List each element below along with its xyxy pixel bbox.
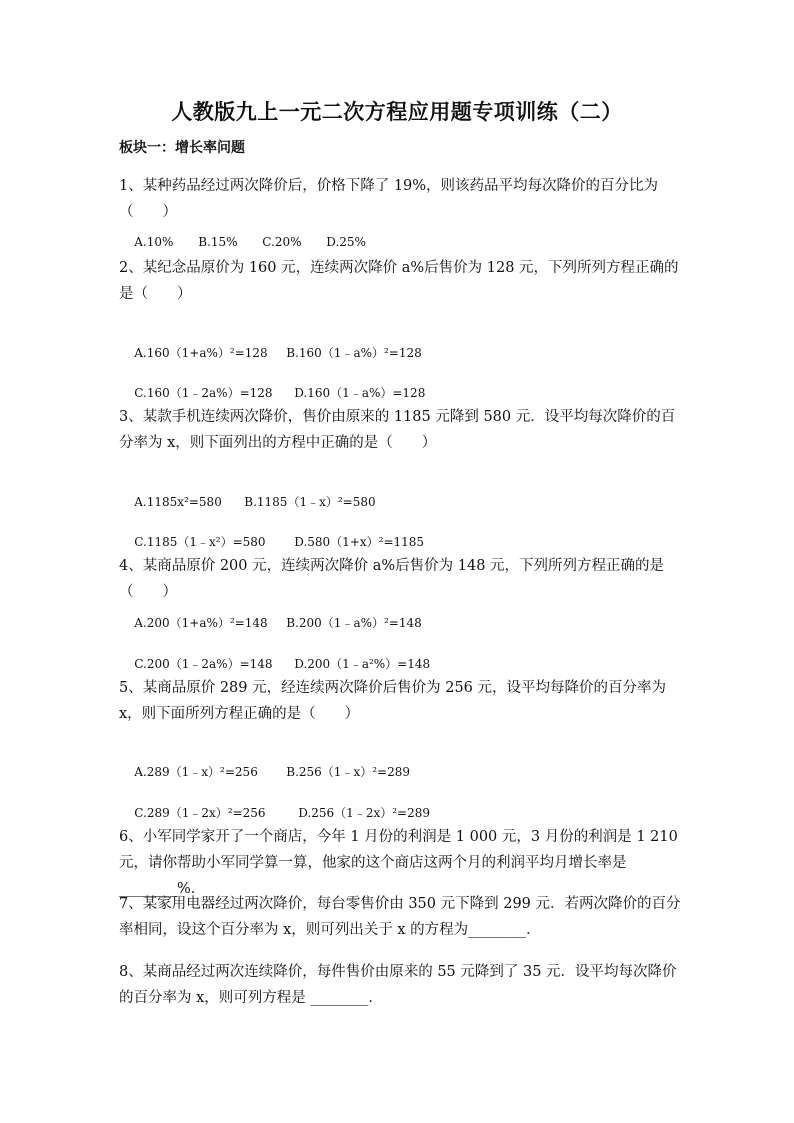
option-d: D.200（1﹣a²%）=148 [294,657,431,671]
option-c: C.1185（1﹣x²）=580 [134,535,266,549]
question-8: 8、某商品经过两次连续降价，每件售价由原来的 55 元降到了 35 元．设平均每次降价的百分率为 x，则可列方程是 ________． [119,964,677,1006]
option-b: B.15% [198,235,238,249]
option-a: A.289（1﹣x）²=256 [134,765,258,779]
option-c: C.20% [262,235,302,249]
option-b: B.256（1﹣x）²=289 [286,765,410,779]
option-c: C.160（1﹣2a%）=128 [134,386,273,400]
question-1: 1、某种药品经过两次降价后，价格下降了 19%，则该药品平均每次降价的百分比为（ ） [119,178,659,220]
option-b: B.1185（1﹣x）²=580 [244,495,376,509]
option-a: A.200（1+a%）²=148 [134,616,268,630]
option-a: A.10% [134,235,174,249]
question-4-options-row-1 [119,600,422,645]
question-5: 5、某商品原价 289 元，经连续两次降价后售价为 256 元，设平均每降价的百分率为 x，则下面所列方程正确的是（ ） [119,680,667,722]
option-d: D.580（1+x）²=1185 [294,535,425,549]
option-d: D.25% [326,235,366,249]
option-c: C.289（1﹣2x）²=256 [134,806,266,820]
question-7: 7、某家用电器经过两次降价，每台零售价由 350 元下降到 299 元．若两次降价的百分率相同，设这个百分率为 x，则可列出关于 x 的方程为________． [119,896,681,938]
question-5-options-row-1 [119,749,410,794]
section-heading: 板块一：增长率问题 [119,140,245,156]
option-b: B.160（1﹣a%）²=128 [286,346,422,360]
question-2: 2、某纪念品原价为 160 元，连续两次降价 a%后售价为 128 元，下列所列方程正确的是（ ） [119,260,679,302]
option-a: A.1185x²=580 [134,495,222,509]
question-6: 6、小军同学家开了一个商店，今年 1 月份的利润是 1 000 元，3 月份的利润是 1 210 元，请你帮助小军同学算一算，他家的这个商店这两个月的利润平均月增长率是________%． [119,829,678,897]
option-a: A.160（1+a%）²=128 [134,346,268,360]
option-c: C.200（1﹣2a%）=148 [134,657,273,671]
option-d: D.160（1﹣a%）=128 [294,386,426,400]
question-3: 3、某款手机连续两次降价，售价由原来的 1185 元降到 580 元．设平均每次降价的百分率为 x，则下面列出的方程中正确的是（ ） [119,409,676,451]
question-4: 4、某商品原价 200 元，连续两次降价 a%后售价为 148 元，下列所列方程正确的是（ ） [119,558,665,600]
page-title: 人教版九上一元二次方程应用题专项训练（二） [171,99,623,124]
question-3-options-row-1 [119,479,376,524]
question-2-options-row-1 [119,330,422,375]
option-d: D.256（1﹣2x）²=289 [298,806,430,820]
option-b: B.200（1﹣a%）²=148 [286,616,422,630]
